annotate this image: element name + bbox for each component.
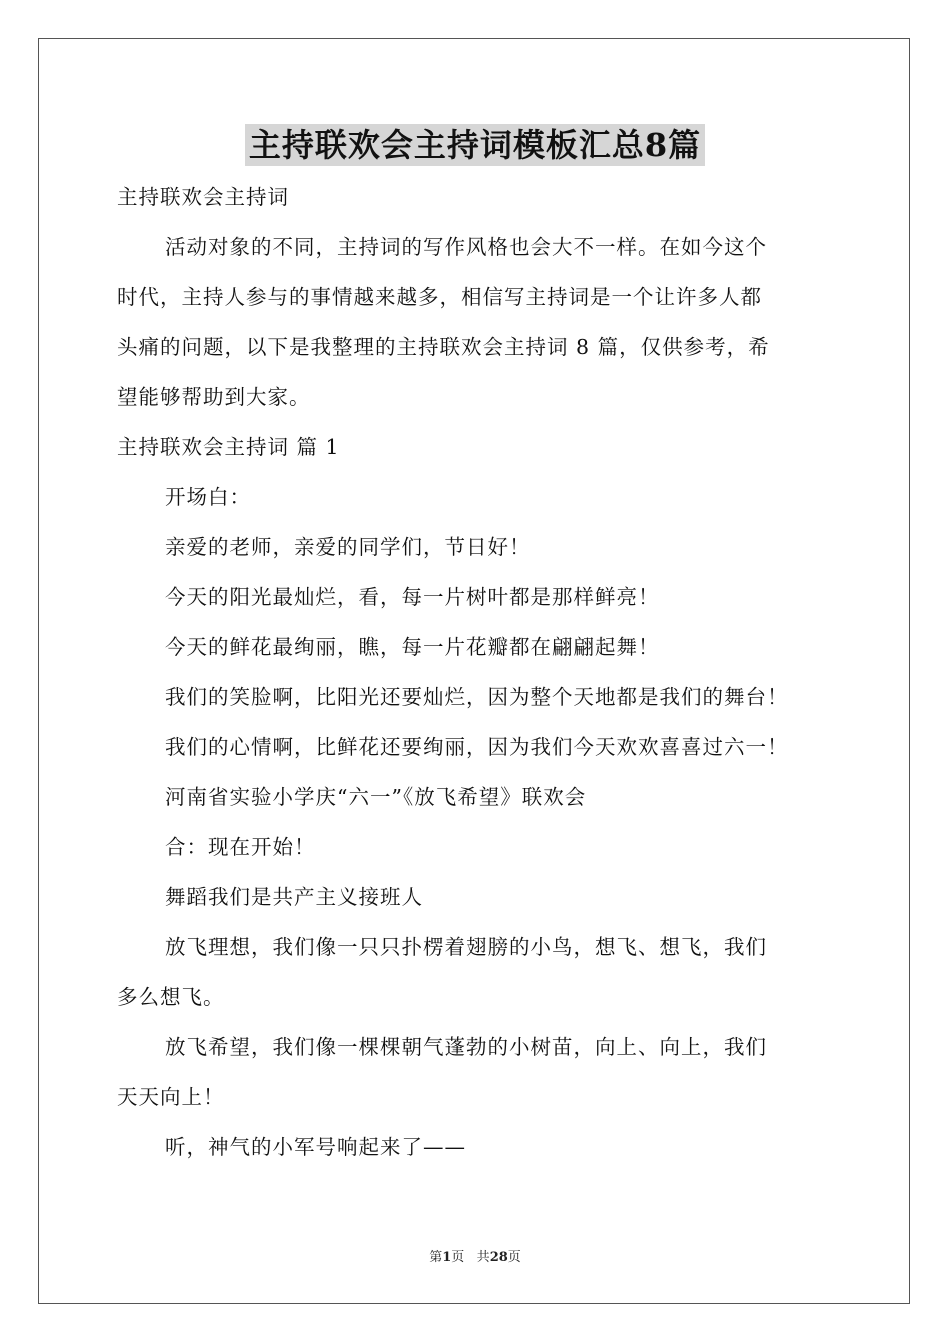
text-line: 望能够帮助到大家。 xyxy=(117,385,311,409)
text-line: 合：现在开始！ xyxy=(165,835,316,859)
document-title: 主持联欢会主持词模板汇总8篇 xyxy=(245,124,705,166)
document-body xyxy=(117,172,835,1172)
text-line: 主持联欢会主持词 xyxy=(117,185,289,209)
footer-page-number: 1 xyxy=(442,1250,452,1265)
text-line: 听，神气的小军号响起来了—— xyxy=(165,1135,466,1159)
page-footer xyxy=(0,1246,950,1265)
title-container xyxy=(0,124,950,166)
text-line: 开场白： xyxy=(165,485,251,509)
text-line: 舞蹈我们是共产主义接班人 xyxy=(165,885,423,909)
text-line: 亲爱的老师，亲爱的同学们，节日好！ xyxy=(165,535,531,559)
text-line: 活动对象的不同，主持词的写作风格也会大不一样。在如今这个 xyxy=(165,235,767,259)
text-line: 今天的鲜花最绚丽，瞧，每一片花瓣都在翩翩起舞！ xyxy=(165,635,660,659)
footer-page-prefix: 第 xyxy=(429,1250,443,1265)
text-line: 头痛的问题，以下是我整理的主持联欢会主持词 8 篇，仅供参考，希 xyxy=(117,335,770,359)
text-line: 主持联欢会主持词 篇 1 xyxy=(117,435,340,459)
footer-page-suffix: 页 xyxy=(451,1250,465,1265)
text-line: 放飞希望，我们像一棵棵朝气蓬勃的小树苗，向上、向上，我们 xyxy=(165,1035,767,1059)
text-line: 天天向上！ xyxy=(117,1085,225,1109)
text-line: 时代，主持人参与的事情越来越多，相信写主持词是一个让许多人都 xyxy=(117,285,762,309)
text-line: 今天的阳光最灿烂，看，每一片树叶都是那样鲜亮！ xyxy=(165,585,660,609)
text-line: 多么想飞。 xyxy=(117,985,225,1009)
text-line: 我们的笑脸啊，比阳光还要灿烂，因为整个天地都是我们的舞台！ xyxy=(165,685,789,709)
text-line: 放飞理想，我们像一只只扑楞着翅膀的小鸟，想飞、想飞，我们 xyxy=(165,935,767,959)
footer-total-pages: 28 xyxy=(489,1250,508,1265)
footer-total-suffix: 页 xyxy=(507,1250,521,1265)
text-line: 河南省实验小学庆“六一”《放飞希望》联欢会 xyxy=(165,785,587,809)
footer-total-prefix: 共 xyxy=(476,1250,490,1265)
text-line: 我们的心情啊，比鲜花还要绚丽，因为我们今天欢欢喜喜过六一！ xyxy=(165,735,789,759)
